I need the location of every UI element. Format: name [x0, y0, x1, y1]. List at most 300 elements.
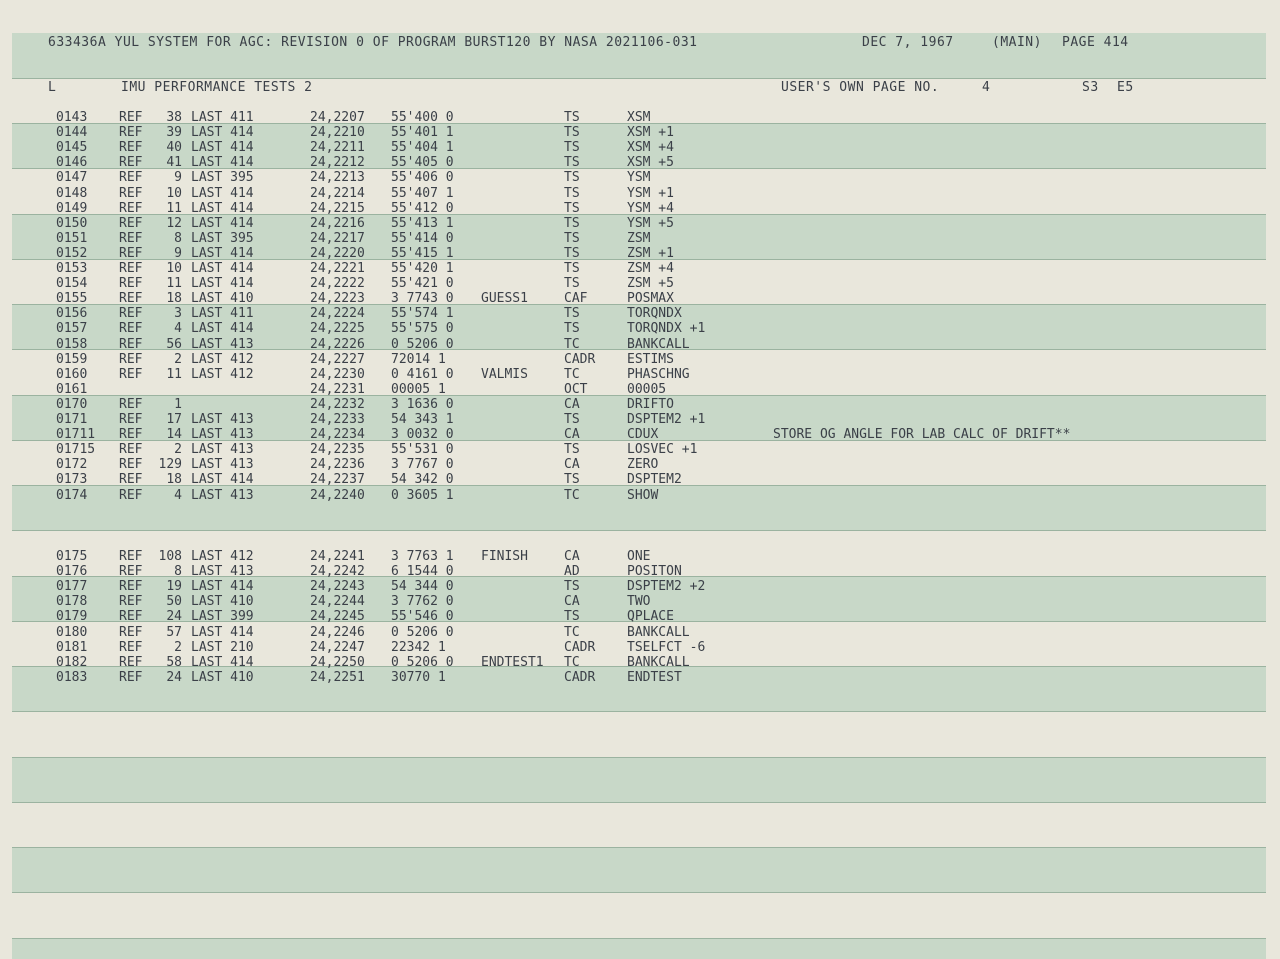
operand: TSELFCT -6: [627, 639, 706, 655]
memory-location: 24,2213: [310, 170, 365, 186]
listing-row: [0, 670, 1280, 685]
sequence-number: 01715: [56, 442, 96, 458]
listing-row: [0, 155, 1280, 170]
operand: DSPTEM2 +2: [627, 579, 706, 595]
sequence-number: 0149: [56, 200, 88, 216]
sequence-number: 0171: [56, 412, 88, 427]
sequence-number: 0170: [56, 396, 88, 412]
sequence-number: 0152: [56, 245, 88, 261]
memory-location: 24,2225: [310, 321, 365, 337]
log-title: IMU PERFORMANCE TESTS 2: [121, 80, 313, 95]
sequence-number: 0161: [56, 381, 88, 397]
sequence-number: 0146: [56, 155, 88, 171]
last-page: LAST 414: [191, 185, 254, 201]
last-page: LAST 414: [191, 125, 254, 141]
operand: TWO: [627, 594, 651, 610]
ref-keyword: REF: [119, 321, 143, 337]
memory-location: 24,2214: [310, 185, 365, 201]
paper-rule: [12, 802, 1266, 803]
listing-row: [0, 231, 1280, 246]
sequence-number: 0155: [56, 291, 88, 307]
opcode: CADR: [564, 639, 596, 655]
operand: XSM +1: [627, 125, 674, 141]
listing-row: [0, 367, 1280, 382]
ref-count: 50: [166, 594, 182, 610]
octal-word: 3 7762 0: [391, 594, 454, 610]
listing-row: [0, 625, 1280, 640]
octal-word: 0 4161 0: [391, 366, 454, 382]
opcode: TS: [564, 185, 580, 201]
octal-word: 55'412 0: [391, 200, 454, 216]
ref-count: 108: [158, 549, 182, 564]
octal-word: 54 342 0: [391, 472, 454, 488]
ref-count: 11: [166, 200, 182, 216]
ref-keyword: REF: [119, 245, 143, 261]
ref-keyword: REF: [119, 200, 143, 216]
ref-count: 8: [174, 230, 182, 246]
ref-count: 58: [166, 654, 182, 670]
opcode: TS: [564, 170, 580, 186]
memory-location: 24,2212: [310, 155, 365, 171]
ref-keyword: REF: [119, 396, 143, 412]
octal-word: 54 343 1: [391, 412, 454, 427]
listing-row: [0, 655, 1280, 670]
memory-location: 24,2246: [310, 624, 365, 640]
operand: TORQNDX: [627, 306, 682, 322]
ref-keyword: REF: [119, 624, 143, 640]
opcode: CA: [564, 549, 580, 564]
last-page: LAST 210: [191, 639, 254, 655]
octal-word: 55'413 1: [391, 215, 454, 231]
opcode: TS: [564, 306, 580, 322]
opcode: TC: [564, 624, 580, 640]
operand: ZSM +5: [627, 276, 674, 292]
ref-count: 39: [166, 125, 182, 141]
memory-location: 24,2241: [310, 549, 365, 564]
last-page: LAST 413: [191, 442, 254, 458]
last-page: LAST 414: [191, 200, 254, 216]
ref-count: 24: [166, 609, 182, 625]
paper-rule: [12, 711, 1266, 712]
last-page: LAST 414: [191, 654, 254, 670]
ref-keyword: REF: [119, 609, 143, 625]
ref-keyword: REF: [119, 366, 143, 382]
ref-keyword: REF: [119, 564, 143, 580]
operand: POSMAX: [627, 291, 674, 307]
paper-rule: [12, 892, 1266, 893]
sequence-number: 0175: [56, 549, 88, 564]
last-page: LAST 414: [191, 215, 254, 231]
operand: POSITON: [627, 564, 682, 580]
ref-count: 2: [174, 442, 182, 458]
listing-row: [0, 291, 1280, 306]
memory-location: 24,2247: [310, 639, 365, 655]
last-page: LAST 411: [191, 306, 254, 322]
memory-location: 24,2231: [310, 381, 365, 397]
ref-keyword: REF: [119, 351, 143, 367]
octal-word: 55'415 1: [391, 245, 454, 261]
sequence-number: 0154: [56, 276, 88, 292]
last-page: LAST 413: [191, 487, 254, 503]
ref-keyword: REF: [119, 457, 143, 473]
operand: XSM +4: [627, 140, 674, 156]
ref-keyword: REF: [119, 170, 143, 186]
last-page: LAST 399: [191, 609, 254, 625]
operand: CDUX: [627, 427, 659, 443]
opcode: TS: [564, 200, 580, 216]
ref-count: 56: [166, 336, 182, 352]
ref-keyword: REF: [119, 594, 143, 610]
symbol-label: ENDTEST1: [481, 654, 544, 670]
opcode: TS: [564, 442, 580, 458]
symbol-label: VALMIS: [481, 366, 528, 382]
operand: ZSM: [627, 230, 651, 246]
ref-count: 8: [174, 564, 182, 580]
last-page: LAST 414: [191, 261, 254, 276]
octal-word: 22342 1: [391, 639, 446, 655]
listing-row: [0, 201, 1280, 216]
sequence-number: 0148: [56, 185, 88, 201]
memory-location: 24,2207: [310, 110, 365, 125]
octal-word: 55'405 0: [391, 155, 454, 171]
last-page: LAST 413: [191, 412, 254, 427]
sequence-number: 0182: [56, 654, 88, 670]
opcode: CAF: [564, 291, 588, 307]
octal-word: 55'407 1: [391, 185, 454, 201]
sequence-number: 0145: [56, 140, 88, 156]
ref-count: 3: [174, 306, 182, 322]
paper-rule: [12, 938, 1266, 939]
listing-title: 633436A YUL SYSTEM FOR AGC: REVISION 0 OF PROGRAM BURST120 BY NASA 2021106-031: [48, 35, 698, 50]
ref-keyword: REF: [119, 261, 143, 276]
last-page: LAST 414: [191, 472, 254, 488]
last-page: LAST 412: [191, 366, 254, 382]
last-page: LAST 411: [191, 110, 254, 125]
listing-row: [0, 397, 1280, 412]
octal-word: 55'575 0: [391, 321, 454, 337]
sequence-number: 0173: [56, 472, 88, 488]
ref-keyword: REF: [119, 110, 143, 125]
page-number: PAGE 414: [1062, 35, 1129, 50]
listing-row: [0, 472, 1280, 487]
last-page: LAST 413: [191, 336, 254, 352]
listing-row: [0, 609, 1280, 624]
last-page: LAST 413: [191, 457, 254, 473]
memory-location: 24,2217: [310, 230, 365, 246]
memory-location: 24,2226: [310, 336, 365, 352]
paper-rule: [12, 757, 1266, 758]
operand: PHASCHNG: [627, 366, 690, 382]
memory-location: 24,2234: [310, 427, 365, 443]
octal-word: 55'531 0: [391, 442, 454, 458]
octal-word: 55'420 1: [391, 261, 454, 276]
ref-count: 14: [166, 427, 182, 443]
last-page: LAST 410: [191, 669, 254, 685]
sequence-number: 01711: [56, 427, 96, 443]
operand: ENDTEST: [627, 669, 682, 685]
listing-row: [0, 382, 1280, 397]
ref-keyword: REF: [119, 291, 143, 307]
listing-row: [0, 110, 1280, 125]
memory-location: 24,2211: [310, 140, 365, 156]
last-page: LAST 412: [191, 351, 254, 367]
operand: YSM +5: [627, 215, 674, 231]
paper-rule: [12, 530, 1266, 531]
sequence-number: 0160: [56, 366, 88, 382]
ref-keyword: REF: [119, 442, 143, 458]
log-type: L: [48, 80, 57, 95]
opcode: TC: [564, 366, 580, 382]
memory-location: 24,2215: [310, 200, 365, 216]
octal-word: 55'421 0: [391, 276, 454, 292]
ref-count: 9: [174, 245, 182, 261]
listing-row: [0, 427, 1280, 442]
ref-keyword: REF: [119, 306, 143, 322]
ref-keyword: REF: [119, 230, 143, 246]
paper-band: [12, 938, 1266, 959]
octal-word: 72014 1: [391, 351, 446, 367]
ref-keyword: REF: [119, 412, 143, 427]
opcode: TS: [564, 230, 580, 246]
memory-location: 24,2236: [310, 457, 365, 473]
octal-word: 0 3605 1: [391, 487, 454, 503]
memory-location: 24,2230: [310, 366, 365, 382]
operand: ZSM +1: [627, 245, 674, 261]
operand: ESTIMS: [627, 351, 674, 367]
ref-count: 41: [166, 155, 182, 171]
listing-row: [0, 246, 1280, 261]
code-e5: E5: [1117, 80, 1134, 95]
sequence-number: 0177: [56, 579, 88, 595]
listing-row: [0, 412, 1280, 427]
ref-count: 57: [166, 624, 182, 640]
opcode: TS: [564, 110, 580, 125]
symbol-label: FINISH: [481, 549, 528, 564]
ref-count: 11: [166, 366, 182, 382]
octal-word: 3 7743 0: [391, 291, 454, 307]
ref-count: 2: [174, 351, 182, 367]
octal-word: 55'406 0: [391, 170, 454, 186]
last-page: LAST 413: [191, 427, 254, 443]
octal-word: 3 7767 0: [391, 457, 454, 473]
opcode: TS: [564, 140, 580, 156]
sequence-number: 0180: [56, 624, 88, 640]
ref-count: 9: [174, 170, 182, 186]
paper-band: [12, 757, 1266, 802]
opcode: TS: [564, 609, 580, 625]
octal-word: 3 0032 0: [391, 427, 454, 443]
ref-count: 40: [166, 140, 182, 156]
last-page: LAST 414: [191, 276, 254, 292]
last-page: LAST 413: [191, 564, 254, 580]
listing-row: [0, 261, 1280, 276]
ref-keyword: REF: [119, 487, 143, 503]
sequence-number: 0172: [56, 457, 88, 473]
octal-word: 0 5206 0: [391, 654, 454, 670]
ref-count: 19: [166, 579, 182, 595]
operand: ONE: [627, 549, 651, 564]
ref-count: 4: [174, 321, 182, 337]
operand: DSPTEM2: [627, 472, 682, 488]
memory-location: 24,2223: [310, 291, 365, 307]
memory-location: 24,2251: [310, 669, 365, 685]
listing-row: [0, 306, 1280, 321]
memory-location: 24,2232: [310, 396, 365, 412]
octal-word: 55'414 0: [391, 230, 454, 246]
symbol-label: GUESS1: [481, 291, 528, 307]
memory-location: 24,2244: [310, 594, 365, 610]
operand: YSM: [627, 170, 651, 186]
operand: BANKCALL: [627, 654, 690, 670]
operand: XSM +5: [627, 155, 674, 171]
opcode: CADR: [564, 669, 596, 685]
last-page: LAST 395: [191, 170, 254, 186]
listing-row: [0, 457, 1280, 472]
listing-row: [0, 125, 1280, 140]
memory-location: 24,2237: [310, 472, 365, 488]
last-page: LAST 395: [191, 230, 254, 246]
sequence-number: 0150: [56, 215, 88, 231]
opcode: CA: [564, 457, 580, 473]
listing-row: [0, 549, 1280, 564]
operand: ZSM +4: [627, 261, 674, 276]
octal-word: 55'574 1: [391, 306, 454, 322]
last-page: LAST 412: [191, 549, 254, 564]
operand: BANKCALL: [627, 336, 690, 352]
opcode: CADR: [564, 351, 596, 367]
octal-word: 3 7763 1: [391, 549, 454, 564]
ref-keyword: REF: [119, 579, 143, 595]
memory-location: 24,2242: [310, 564, 365, 580]
listing-row: [0, 488, 1280, 503]
users-page-number: 4: [982, 80, 991, 95]
ref-keyword: REF: [119, 639, 143, 655]
ref-count: 17: [166, 412, 182, 427]
opcode: TS: [564, 155, 580, 171]
sequence-number: 0144: [56, 125, 88, 141]
opcode: TS: [564, 261, 580, 276]
memory-location: 24,2216: [310, 215, 365, 231]
last-page: LAST 410: [191, 594, 254, 610]
ref-count: 1: [174, 396, 182, 412]
operand: LOSVEC +1: [627, 442, 698, 458]
last-page: LAST 414: [191, 140, 254, 156]
ref-count: 18: [166, 472, 182, 488]
octal-word: 54 344 0: [391, 579, 454, 595]
ref-keyword: REF: [119, 472, 143, 488]
ref-keyword: REF: [119, 276, 143, 292]
operand: TORQNDX +1: [627, 321, 706, 337]
opcode: TC: [564, 654, 580, 670]
last-page: LAST 414: [191, 624, 254, 640]
operand: QPLACE: [627, 609, 674, 625]
ref-keyword: REF: [119, 654, 143, 670]
sequence-number: 0158: [56, 336, 88, 352]
ref-count: 4: [174, 487, 182, 503]
listing-row: [0, 564, 1280, 579]
memory-location: 24,2245: [310, 609, 365, 625]
memory-location: 24,2220: [310, 245, 365, 261]
last-page: LAST 414: [191, 245, 254, 261]
ref-keyword: REF: [119, 336, 143, 352]
sequence-number: 0174: [56, 487, 88, 503]
opcode: TS: [564, 125, 580, 141]
memory-location: 24,2227: [310, 351, 365, 367]
octal-word: 6 1544 0: [391, 564, 454, 580]
ref-keyword: REF: [119, 669, 143, 685]
memory-location: 24,2210: [310, 125, 365, 141]
sequence-number: 0183: [56, 669, 88, 685]
opcode: OCT: [564, 381, 588, 397]
last-page: LAST 414: [191, 321, 254, 337]
sequence-number: 0151: [56, 230, 88, 246]
octal-word: 55'400 0: [391, 110, 454, 125]
ref-count: 10: [166, 261, 182, 276]
opcode: CA: [564, 427, 580, 443]
paper-rule: [12, 78, 1266, 79]
opcode: TS: [564, 245, 580, 261]
ref-keyword: REF: [119, 125, 143, 141]
operand: ZERO: [627, 457, 659, 473]
memory-location: 24,2235: [310, 442, 365, 458]
ref-count: 2: [174, 639, 182, 655]
operand: 00005: [627, 381, 667, 397]
opcode: TS: [564, 412, 580, 427]
octal-word: 30770 1: [391, 669, 446, 685]
octal-word: 55'546 0: [391, 609, 454, 625]
users-page-label: USER'S OWN PAGE NO.: [781, 80, 940, 95]
octal-word: 0 5206 0: [391, 624, 454, 640]
listing-row: [0, 321, 1280, 336]
opcode: TC: [564, 336, 580, 352]
operand: DSPTEM2 +1: [627, 412, 706, 427]
ref-keyword: REF: [119, 185, 143, 201]
listing-date: DEC 7, 1967: [862, 35, 954, 50]
octal-word: 00005 1: [391, 381, 446, 397]
listing-row: [0, 579, 1280, 594]
memory-location: 24,2250: [310, 654, 365, 670]
sequence-number: 0157: [56, 321, 88, 337]
memory-location: 24,2222: [310, 276, 365, 292]
opcode: TS: [564, 472, 580, 488]
listing-row: [0, 442, 1280, 457]
listing-row: [0, 594, 1280, 609]
sequence-number: 0176: [56, 564, 88, 580]
opcode: TS: [564, 579, 580, 595]
octal-word: 3 1636 0: [391, 396, 454, 412]
last-page: LAST 414: [191, 155, 254, 171]
listing-row: [0, 140, 1280, 155]
code-s3: S3: [1082, 80, 1099, 95]
listing-row: [0, 216, 1280, 231]
operand: DRIFTO: [627, 396, 674, 412]
ref-keyword: REF: [119, 140, 143, 156]
ref-count: 129: [158, 457, 182, 473]
ref-count: 18: [166, 291, 182, 307]
octal-word: 55'404 1: [391, 140, 454, 156]
operand: YSM +1: [627, 185, 674, 201]
sequence-number: 0143: [56, 110, 88, 125]
paper-rule: [12, 847, 1266, 848]
opcode: TS: [564, 276, 580, 292]
operand: XSM: [627, 110, 651, 125]
memory-location: 24,2221: [310, 261, 365, 276]
opcode: TS: [564, 321, 580, 337]
listing-row: [0, 276, 1280, 291]
sequence-number: 0159: [56, 351, 88, 367]
sequence-number: 0156: [56, 306, 88, 322]
paper-band: [12, 847, 1266, 892]
